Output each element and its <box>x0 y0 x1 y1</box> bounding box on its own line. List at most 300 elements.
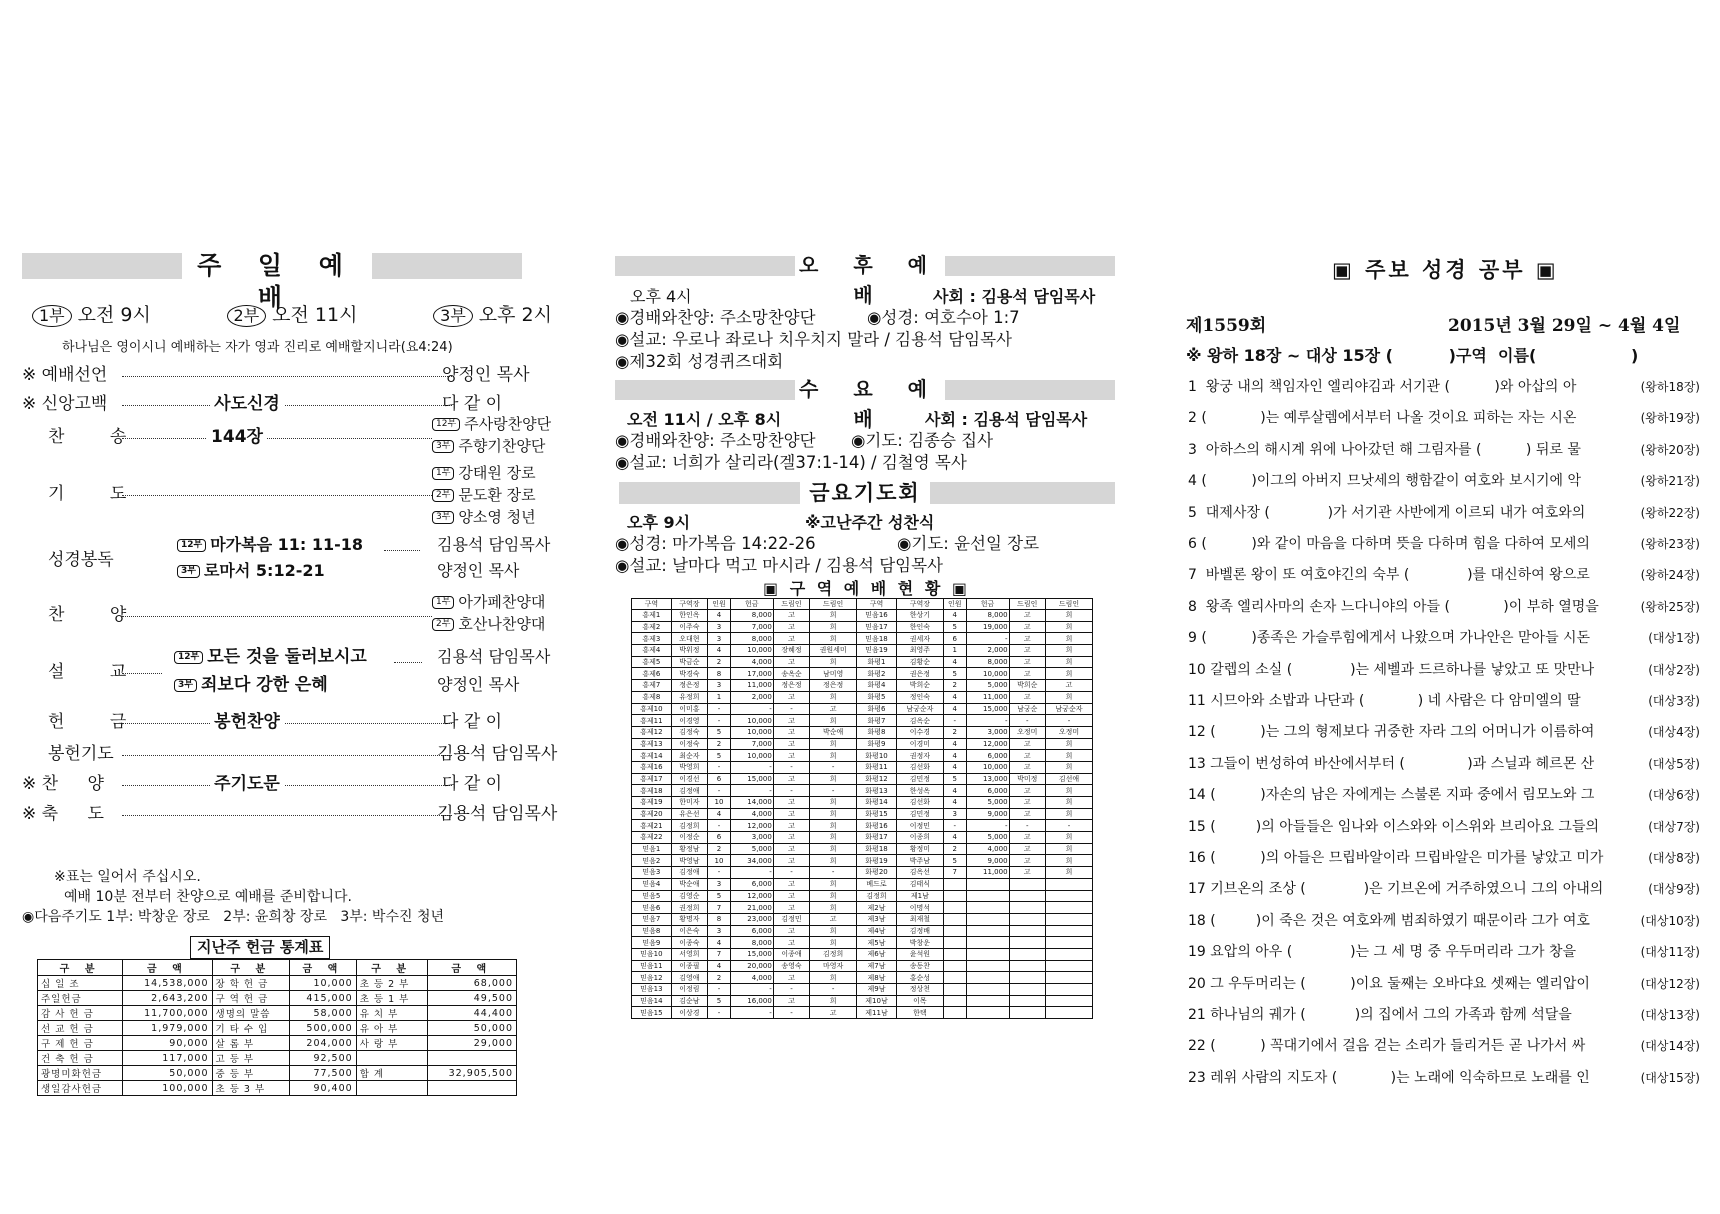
group-cell: 고 <box>773 902 809 914</box>
group-cell <box>1009 984 1045 996</box>
group-cell: 흥제3 <box>632 633 672 645</box>
group-cell: 윤석원 <box>896 948 943 960</box>
pm-event: ◉제32회 성경퀴즈대회 <box>615 352 784 371</box>
service-badge: 1부 <box>32 305 72 327</box>
group-cell: 제3남 <box>857 913 897 925</box>
group-cell <box>1045 960 1092 972</box>
group-cell <box>943 890 966 902</box>
group-cell <box>943 984 966 996</box>
group-cell: 희 <box>810 656 857 668</box>
group-cell: 희 <box>810 750 857 762</box>
group-cell: 남궁순자 <box>1045 703 1092 715</box>
group-cell: 4 <box>708 610 731 622</box>
group-cell: 마영자 <box>810 960 857 972</box>
group-cell: 6,000 <box>966 750 1009 762</box>
group-cell: 희 <box>1045 855 1092 867</box>
sunday-title: 주 일 예 배 <box>182 250 372 314</box>
question-text: 7 바벨론 왕이 또 여호야긴의 숙부 ( )를 대신하여 왕으로 <box>1188 567 1590 584</box>
group-cell <box>966 972 1009 984</box>
group-cell: 이정림 <box>671 984 707 996</box>
issue-date: 2015년 3월 29일 ~ 4월 4일 <box>1448 316 1681 336</box>
group-cell: 박창운 <box>896 937 943 949</box>
offering-title: 지난주 헌금 통계표 <box>190 936 330 959</box>
group-cell: 8,000 <box>730 633 773 645</box>
group-cell: 고 <box>1009 645 1045 657</box>
group-row <box>632 878 1093 890</box>
group-cell: - <box>708 867 731 879</box>
offering-cell: 11,700,000 <box>123 1006 212 1021</box>
group-row <box>632 750 1093 762</box>
question-text: 4 ( )이그의 아버지 므낫세의 행함같이 여호와 보시기에 악 <box>1188 473 1582 490</box>
offering-cell <box>427 1051 516 1066</box>
part-badge: 3부 <box>174 679 197 692</box>
order-content-text: 사도신경 <box>210 394 284 414</box>
choir-name: 주사랑찬양단 <box>464 415 552 433</box>
group-cell: 믿음15 <box>632 1007 672 1019</box>
group-cell: 3 <box>708 633 731 645</box>
group-cell: 희 <box>1045 832 1092 844</box>
dotted-leader <box>384 550 420 551</box>
question-reference: (대상8장) <box>1648 851 1700 865</box>
group-cell: 3 <box>943 808 966 820</box>
offering-header: 구 분 <box>356 960 427 976</box>
group-cell: 믿음7 <box>632 913 672 925</box>
group-cell: 김선화 <box>896 797 943 809</box>
group-row <box>632 902 1093 914</box>
group-cell <box>1009 925 1045 937</box>
group-cell: 4 <box>708 645 731 657</box>
offering-header: 금 액 <box>427 960 516 976</box>
group-cell: 희 <box>1045 785 1092 797</box>
part-badge: 1부 <box>432 467 454 480</box>
group-cell: 서영희 <box>671 948 707 960</box>
group-cell: 박경숙 <box>671 668 707 680</box>
question-item <box>1188 441 1700 459</box>
group-cell: 5 <box>708 890 731 902</box>
group-cell: 희 <box>810 878 857 890</box>
question-item <box>1188 472 1700 490</box>
order-name: 찬 송 <box>48 427 147 447</box>
group-cell: 5,000 <box>966 797 1009 809</box>
question-text: 19 요압의 아우 ( )는 그 세 명 중 우두머리라 그가 창을 <box>1188 944 1577 961</box>
group-cell: 김정희 <box>857 890 897 902</box>
group-row <box>632 843 1093 855</box>
group-cell <box>943 948 966 960</box>
offering-table <box>37 959 517 1096</box>
group-cell: 제2남 <box>857 902 897 914</box>
group-cell: 박주남 <box>896 855 943 867</box>
question-item <box>1188 1069 1700 1087</box>
reading-1 <box>177 534 363 556</box>
pm-scripture: ◉성경: 여호수아 1:7 <box>867 308 1020 327</box>
offering-cell: 2,643,200 <box>123 991 212 1006</box>
group-cell: 6 <box>943 633 966 645</box>
service-time: 오전 9시 <box>77 304 151 326</box>
group-cell: 박순애 <box>671 878 707 890</box>
group-header: 헌금 <box>966 599 1009 610</box>
prayer-sub-1 <box>432 462 536 484</box>
fri-prayer: ◉기도: 윤선일 장로 <box>897 534 1040 553</box>
group-cell <box>966 890 1009 902</box>
group-cell: - <box>773 785 809 797</box>
group-cell: 5,000 <box>966 832 1009 844</box>
question-item <box>1188 912 1700 930</box>
group-cell: 고 <box>773 808 809 820</box>
group-cell: 고 <box>1009 797 1045 809</box>
group-cell: 4 <box>943 785 966 797</box>
group-cell <box>1009 972 1045 984</box>
group-row <box>632 820 1093 832</box>
group-cell: 16,000 <box>730 995 773 1007</box>
offering-cell: 77,500 <box>290 1066 357 1081</box>
offering-cell <box>356 1081 427 1096</box>
group-cell: 4 <box>943 656 966 668</box>
question-text: 16 ( )의 아들은 므립바알이라 므립바알은 미가를 낳았고 미가 <box>1188 850 1604 866</box>
order-name: 헌 금 <box>48 712 147 732</box>
service-time: 오후 2시 <box>478 304 552 326</box>
group-cell <box>1045 948 1092 960</box>
group-cell: 고 <box>1009 738 1045 750</box>
group-cell: 고 <box>1009 832 1045 844</box>
group-row <box>632 656 1093 668</box>
group-cell: 고 <box>773 820 809 832</box>
group-cell <box>943 937 966 949</box>
question-text: 5 대제사장 ( )가 서기관 사반에게 이르되 내가 여호와의 <box>1188 504 1586 521</box>
stand-mark: ※ <box>22 394 37 414</box>
group-cell: 2,000 <box>966 645 1009 657</box>
reading-text: 로마서 5:12-21 <box>203 561 325 580</box>
group-cell: 제11남 <box>857 1007 897 1019</box>
group-row <box>632 867 1093 879</box>
group-cell: 희 <box>1045 867 1092 879</box>
dotted-leader <box>122 616 432 617</box>
group-cell: 10 <box>708 855 731 867</box>
group-cell <box>1045 890 1092 902</box>
group-cell: 희 <box>1045 633 1092 645</box>
group-cell: 믿음9 <box>632 937 672 949</box>
group-cell: 화평11 <box>857 761 897 773</box>
group-cell: 5 <box>943 621 966 633</box>
group-cell <box>943 925 966 937</box>
group-cell: 화평2 <box>857 668 897 680</box>
group-cell: 3,000 <box>966 726 1009 738</box>
group-cell: 믿음5 <box>632 890 672 902</box>
choir-name: 주향기찬양단 <box>458 437 546 455</box>
group-cell: - <box>708 820 731 832</box>
order-label: 신앙고백 <box>41 394 108 414</box>
group-cell: 4,000 <box>730 656 773 668</box>
group-cell: 흥제6 <box>632 668 672 680</box>
group-cell: 희 <box>1045 750 1092 762</box>
group-header: 구역 <box>632 599 672 610</box>
hymn-sub-2 <box>432 435 545 457</box>
sermon-1 <box>174 646 367 668</box>
wed-title: 수 요 예 배 <box>795 374 945 434</box>
group-cell: 화평16 <box>857 820 897 832</box>
group-cell: 6,000 <box>730 878 773 890</box>
group-cell: 화평12 <box>857 773 897 785</box>
group-cell: 이정순 <box>671 832 707 844</box>
group-cell: - <box>810 785 857 797</box>
offering-cell: 14,538,000 <box>123 976 212 991</box>
group-cell: 고 <box>773 937 809 949</box>
standing-note: ※표는 일어서 주십시오. <box>54 869 201 885</box>
wed-host: 사회 : 김용석 담임목사 <box>925 410 1088 429</box>
group-cell: 믿음16 <box>857 610 897 622</box>
group-cell: 김정애 <box>671 867 707 879</box>
fri-sermon: ◉설교: 날마다 먹고 마시라 / 김용석 담임목사 <box>615 556 943 575</box>
order-leader: 다 같 이 <box>442 774 503 794</box>
group-row <box>632 773 1093 785</box>
group-cell: 고 <box>773 773 809 785</box>
group-cell: 2 <box>708 738 731 750</box>
choir-name: 호산나찬양대 <box>458 615 546 633</box>
question-reference: (대상9장) <box>1648 882 1700 897</box>
group-cell: 2 <box>943 726 966 738</box>
part-badge: 3부 <box>432 511 454 524</box>
pm-time: 오후 4시 <box>630 287 692 306</box>
group-cell: 15,000 <box>730 773 773 785</box>
group-cell: 이미홍 <box>671 703 707 715</box>
offering-cell: 117,000 <box>123 1051 212 1066</box>
group-cell: - <box>943 715 966 727</box>
group-cell: 이목 <box>896 995 943 1007</box>
group-cell: 고 <box>1009 691 1045 703</box>
question-text: 2 ( )는 예루살렘에서부터 나올 것이요 피하는 자는 시온 <box>1188 410 1577 427</box>
offering-cell: 장 학 헌 금 <box>212 976 289 991</box>
group-cell: 3 <box>708 925 731 937</box>
group-cell: 2 <box>708 972 731 984</box>
group-cell: 9,000 <box>966 808 1009 820</box>
question-text: 17 기브온의 조상 ( )은 기브온에 거주하였으니 그의 아내의 <box>1188 881 1604 898</box>
group-cell: 4 <box>943 832 966 844</box>
question-text: 3 아하스의 해시계 위에 나아갔던 해 그림자를 ( ) 뒤로 물 <box>1188 441 1581 458</box>
dotted-leader <box>122 673 162 674</box>
group-cell: 13,000 <box>966 773 1009 785</box>
group-row <box>632 797 1093 809</box>
group-cell: 고 <box>810 913 857 925</box>
question-item <box>1188 535 1700 553</box>
group-cell: 권정자 <box>896 750 943 762</box>
group-cell: 20,000 <box>730 960 773 972</box>
prepare-note: 예배 10분 전부터 찬양으로 예배를 준비합니다. <box>64 889 352 905</box>
group-cell: 희 <box>810 621 857 633</box>
question-reference: (대상10장) <box>1640 913 1700 928</box>
group-cell: 10,000 <box>966 668 1009 680</box>
group-cell: 오정미 <box>1009 726 1045 738</box>
question-text: 8 왕족 엘리사마의 손자 느다니야의 아들 ( )이 부하 열명을 <box>1188 598 1599 615</box>
question-item <box>1188 661 1700 679</box>
group-cell: 김선화 <box>896 761 943 773</box>
group-cell: 19,000 <box>966 621 1009 633</box>
offering-cell: 58,000 <box>290 1006 357 1021</box>
group-cell: 박영남 <box>671 855 707 867</box>
group-cell: 화평17 <box>857 832 897 844</box>
service-1 <box>32 300 151 327</box>
group-cell: 화평10 <box>857 750 897 762</box>
group-cell: 흥제16 <box>632 761 672 773</box>
group-row <box>632 890 1093 902</box>
group-cell: 4 <box>708 937 731 949</box>
group-cell: 4 <box>943 610 966 622</box>
offering-cell <box>427 1081 516 1096</box>
group-cell: 화평5 <box>857 691 897 703</box>
wed-sermon: ◉설교: 너희가 살리라(겔37:1-14) / 김철영 목사 <box>615 453 967 472</box>
question-reference: (왕하22장) <box>1640 505 1700 520</box>
group-cell: 11,000 <box>730 680 773 692</box>
group-cell: - <box>708 1007 731 1019</box>
group-cell: 박희순 <box>896 680 943 692</box>
group-row <box>632 913 1093 925</box>
group-cell: 베드로 <box>857 878 897 890</box>
group-cell: 4 <box>708 808 731 820</box>
group-cell: 15,000 <box>730 948 773 960</box>
group-cell: 희 <box>810 633 857 645</box>
group-cell: 10,000 <box>966 761 1009 773</box>
question-text: 18 ( )이 죽은 것은 여호와께 범죄하였기 때문이라 그가 여호 <box>1188 912 1590 929</box>
group-cell: 희 <box>810 995 857 1007</box>
group-cell: 김영애 <box>671 972 707 984</box>
offering-row <box>38 1066 517 1081</box>
group-cell: 희 <box>810 715 857 727</box>
group-cell: 고 <box>773 832 809 844</box>
question-reference: (대상6장) <box>1648 788 1700 803</box>
group-cell: 5 <box>708 995 731 1007</box>
offering-cell: 1,979,000 <box>123 1021 212 1036</box>
group-cell: 제7남 <box>857 960 897 972</box>
group-cell: 고 <box>773 925 809 937</box>
group-cell: 고 <box>1009 621 1045 633</box>
group-cell: 5 <box>943 668 966 680</box>
group-cell: 송동찬 <box>896 960 943 972</box>
offering-row <box>38 976 517 991</box>
offering-row <box>38 1021 517 1036</box>
offering-row <box>38 1036 517 1051</box>
question-item <box>1188 880 1700 898</box>
group-cell: 고 <box>773 656 809 668</box>
question-text: 13 그들이 번성하여 바산에서부터 ( )과 스닐과 헤르몬 산 <box>1188 755 1595 772</box>
dotted-leader <box>122 755 452 756</box>
service-times <box>32 300 552 327</box>
question-item <box>1188 849 1700 867</box>
group-cell <box>943 995 966 1007</box>
group-cell: 희 <box>1045 610 1092 622</box>
group-cell <box>966 937 1009 949</box>
group-cell: 권정희 <box>671 902 707 914</box>
group-cell <box>1009 995 1045 1007</box>
question-reference: (왕하23장) <box>1640 537 1700 551</box>
group-cell: - <box>708 785 731 797</box>
group-cell: 이종숙 <box>671 937 707 949</box>
question-item <box>1188 692 1700 710</box>
group-cell: 이수경 <box>896 726 943 738</box>
group-cell: 희 <box>810 925 857 937</box>
group-cell: 황명자 <box>671 913 707 925</box>
group-cell: 정인숙 <box>896 691 943 703</box>
group-cell <box>943 878 966 890</box>
group-cell: 고 <box>1045 680 1092 692</box>
group-cell: 송영숙 <box>773 960 809 972</box>
group-cell: 한인숙 <box>896 621 943 633</box>
group-cell: - <box>1045 715 1092 727</box>
group-cell: 4 <box>943 761 966 773</box>
order-leader: 김용석 담임목사 <box>437 804 558 824</box>
group-cell: 김옥순 <box>896 715 943 727</box>
offering-cell: 중 등 부 <box>212 1066 289 1081</box>
group-cell <box>966 984 1009 996</box>
offering-cell: 초 등 2 부 <box>356 976 427 991</box>
offering-cell: 사 랑 부 <box>356 1036 427 1051</box>
question-text: 10 갈렙의 소실 ( )는 세벨과 드르하나를 낳았고 또 맛만나 <box>1188 661 1595 678</box>
group-row <box>632 785 1093 797</box>
group-cell: 2,000 <box>730 691 773 703</box>
stand-mark: ※ <box>22 804 37 824</box>
group-cell: 5,000 <box>966 680 1009 692</box>
group-cell: 이명석 <box>896 902 943 914</box>
group-cell: 5 <box>943 773 966 785</box>
group-cell: 34,000 <box>730 855 773 867</box>
order-leader: 양정인 목사 <box>442 365 530 385</box>
group-cell: 10,000 <box>730 645 773 657</box>
group-cell: - <box>773 867 809 879</box>
part-badge: 2부 <box>432 618 454 631</box>
offering-row <box>38 1081 517 1096</box>
group-cell: 화평7 <box>857 715 897 727</box>
group-cell: 황정미 <box>896 843 943 855</box>
group-cell: 희 <box>810 937 857 949</box>
group-row <box>632 761 1093 773</box>
group-cell: 제10남 <box>857 995 897 1007</box>
offering-cell: 살 롬 부 <box>212 1036 289 1051</box>
group-cell <box>1045 1007 1092 1019</box>
group-cell: 제9남 <box>857 984 897 996</box>
group-cell: 17,000 <box>730 668 773 680</box>
issue-number: 제1559회 <box>1186 316 1267 336</box>
question-item <box>1188 818 1700 836</box>
question-item <box>1188 943 1700 961</box>
part-badge: 2부 <box>432 489 454 502</box>
group-cell: 화평1 <box>857 656 897 668</box>
offering-cell: 합 계 <box>356 1066 427 1081</box>
fri-time: 오후 9시 <box>627 513 691 532</box>
question-reference: (왕하19장) <box>1640 411 1700 426</box>
group-cell: - <box>773 1007 809 1019</box>
group-row <box>632 610 1093 622</box>
group-cell: 6,000 <box>966 785 1009 797</box>
group-row <box>632 645 1093 657</box>
group-cell: 11,000 <box>966 691 1009 703</box>
group-cell <box>1045 984 1092 996</box>
group-cell: 오정미 <box>1045 726 1092 738</box>
group-cell: 4 <box>943 797 966 809</box>
group-cell: 김황순 <box>896 656 943 668</box>
group-cell: 12,000 <box>966 738 1009 750</box>
group-cell <box>1009 878 1045 890</box>
offering-row <box>38 991 517 1006</box>
group-cell: 이정민 <box>896 820 943 832</box>
group-cell: 송옥순 <box>773 668 809 680</box>
group-row <box>632 691 1093 703</box>
dotted-leader <box>394 662 422 663</box>
group-cell: 황정남 <box>671 843 707 855</box>
group-cell: 흥제12 <box>632 726 672 738</box>
question-item <box>1188 755 1700 773</box>
group-row <box>632 925 1093 937</box>
group-cell: 고 <box>773 890 809 902</box>
group-cell: 흥제14 <box>632 750 672 762</box>
group-cell: 정은정 <box>810 680 857 692</box>
group-cell: 유은선 <box>671 808 707 820</box>
